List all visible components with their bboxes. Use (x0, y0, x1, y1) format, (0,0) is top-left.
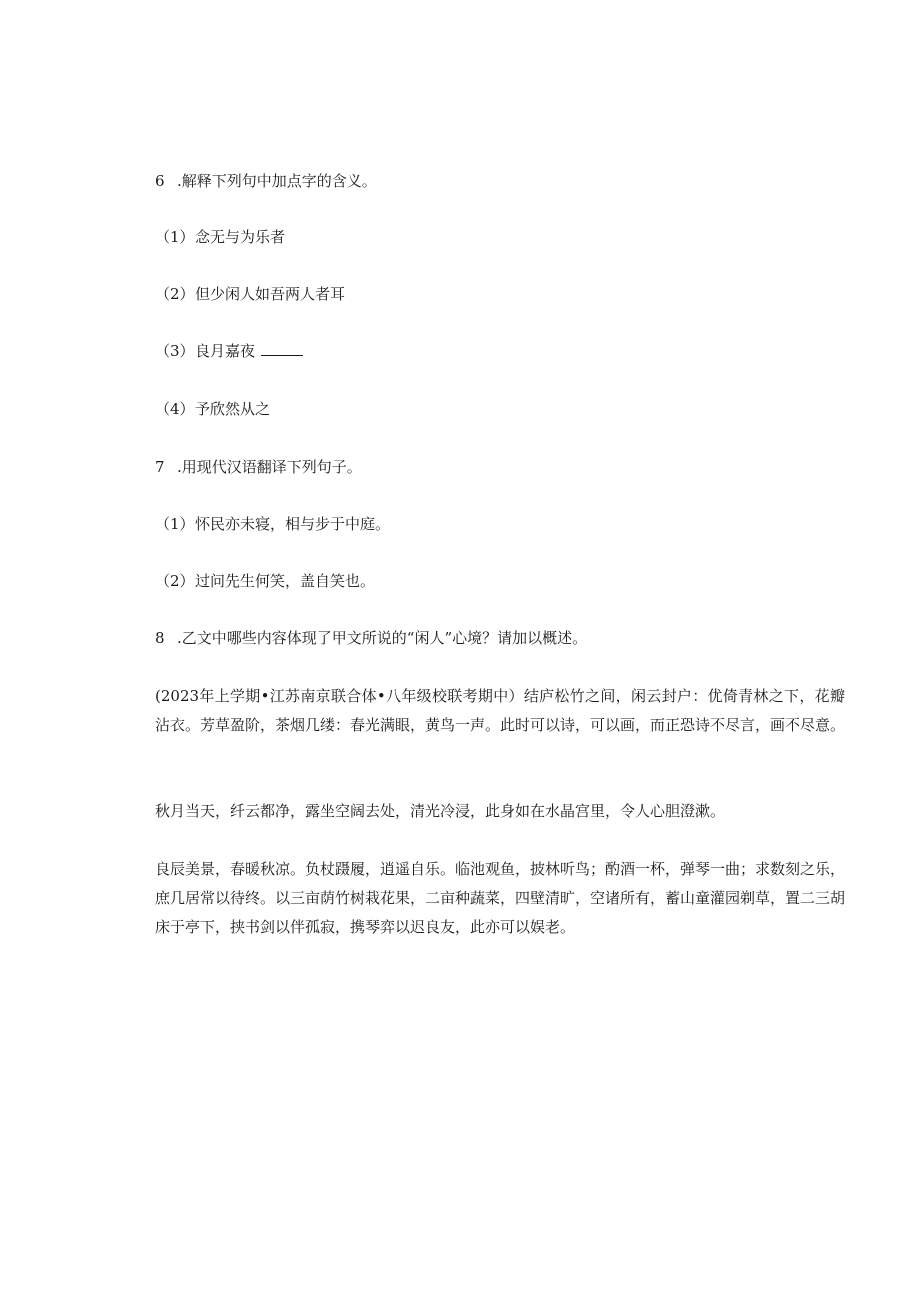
passage-text: 秋月当天，纤云都净，露坐空阔去处，清光冷浸，此身如在水晶宫里，令人心胆澄漱。 (155, 802, 726, 820)
question-number: 8 (155, 629, 165, 647)
answer-blank (261, 341, 303, 356)
q6-item-2 (155, 284, 345, 304)
question-7 (155, 457, 362, 477)
item-text: 过问先生何笑，盖自笑也。 (195, 572, 376, 590)
item-label: （1） (155, 515, 195, 533)
passage-source: (2023年上学期•江苏南京联合体•八年级校联考期中） (155, 687, 524, 705)
item-text: 怀民亦未寝，相与步于中庭。 (195, 515, 391, 533)
q7-item-2 (155, 571, 375, 591)
item-label: （2） (155, 572, 195, 590)
question-8 (155, 628, 587, 648)
item-label: （4） (155, 400, 195, 418)
passage-paragraph-3 (155, 855, 845, 942)
q6-item-3 (155, 341, 303, 361)
passage-paragraph-1 (155, 682, 845, 740)
item-text: 念无与为乐者 (195, 228, 286, 246)
item-label: （3） (155, 342, 195, 360)
item-label: （1） (155, 228, 195, 246)
question-6 (155, 171, 377, 191)
question-text: .乙文中哪些内容体现了甲文所说的“闲人”心境？请加以概述。 (177, 629, 588, 647)
passage-text: 良辰美景，春暖秋凉。负杖蹑履，逍遥自乐。临池观鱼，披林听鸟；酌酒一杯，弹琴一曲；求数刻之乐，庶几居常以待终。以三亩荫竹树栽花果，二亩种蔬菜，四壁清旷，空诸所有，蓄山童灌园剃草，置二三胡床于亭下，挟书剑以伴孤寂，携琴弈以迟良友，此亦可以娱老。 (155, 860, 846, 936)
passage-paragraph-2 (155, 797, 845, 826)
question-number: 7 (155, 458, 165, 476)
passage-text: 结庐松竹之间，闲云封户：优倚青林之下，花瓣沾衣。芳草盈阶，茶烟几缕：春光满眼，黄鸟一声。此时可以诗，可以画，而正恐诗不尽言，画不尽意。 (155, 687, 846, 734)
question-text: .解释下列句中加点字的含义。 (177, 172, 377, 190)
question-number: 6 (155, 172, 165, 190)
q7-item-1 (155, 514, 390, 534)
q6-item-1 (155, 227, 285, 247)
q6-item-4 (155, 399, 270, 419)
item-text: 但少闲人如吾两人者耳 (195, 285, 346, 303)
question-text: .用现代汉语翻译下列句子。 (177, 458, 362, 476)
item-text: 良月嘉夜 (195, 342, 256, 360)
item-text: 予欣然从之 (195, 400, 271, 418)
item-label: （2） (155, 285, 195, 303)
